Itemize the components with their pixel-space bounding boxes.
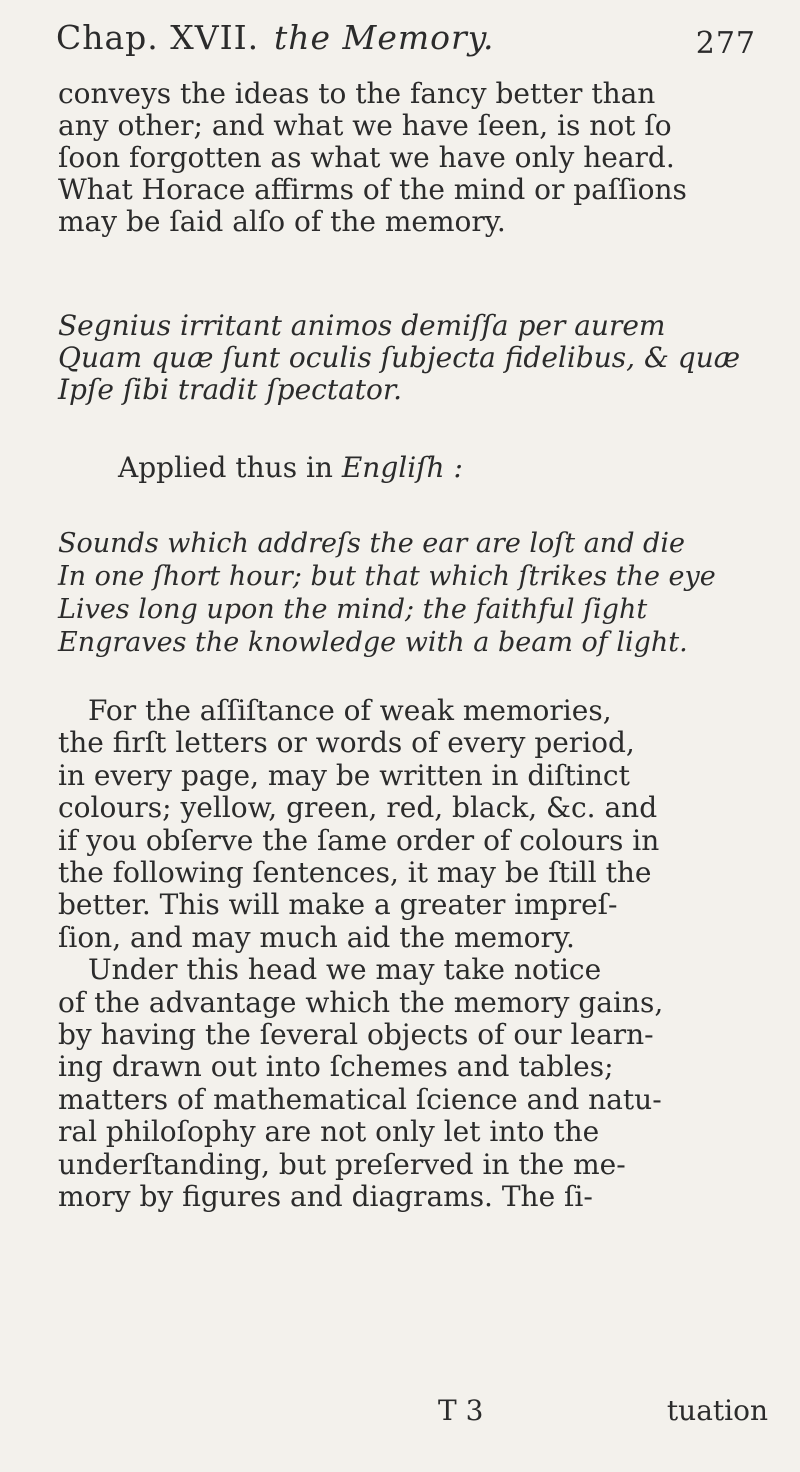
paragraph-2 — [58, 695, 768, 1214]
text-line: may be ſaid alſo of the memory. — [58, 205, 506, 238]
page-number: 277 — [695, 26, 756, 61]
text-line: Under this head we may take notice — [88, 953, 602, 987]
text-line: What Horace affirms of the mind or paſſions — [58, 173, 687, 206]
text-line: underſtanding, but preſerved in the me- — [58, 1147, 626, 1181]
text-line: For the aſſiſtance of weak memories, — [88, 694, 612, 727]
text-line: if you obſerve the ſame order of colours in — [58, 823, 660, 857]
english-verse — [58, 527, 778, 659]
running-header — [56, 6, 756, 66]
verse-line: In one ſhort hour; but that which ſtrikes the eye — [58, 561, 716, 592]
text-line: ing drawn out into ſchemes and tables; — [58, 1050, 614, 1084]
latin-verse — [58, 310, 758, 406]
running-title: the Memory. — [274, 18, 495, 57]
text-line: the following ſentences, it may be ſtill the — [58, 856, 652, 890]
text-line: ſoon forgotten as what we have only heard. — [58, 141, 675, 174]
text-line: better. This will make a greater impreſ- — [58, 888, 618, 922]
text-line: matters of mathematical ſcience and natu- — [58, 1082, 662, 1116]
page-footer — [58, 1394, 768, 1434]
text-line: in every page, may be written in diſtinct — [58, 758, 630, 792]
verse-line: Ipſe ſibi tradit ſpectator. — [58, 373, 403, 406]
catchword: tuation — [666, 1394, 768, 1427]
text-line: by having the ſeveral objects of our learn- — [58, 1018, 654, 1052]
verse-line: Segnius irritant animos demiſſa per aurem — [58, 309, 666, 342]
text-line: mory by figures and diagrams. The ſi- — [58, 1180, 593, 1214]
verse-line: Quam quæ ſunt oculis ſubjecta fidelibus, & quæ — [58, 341, 741, 374]
verse-line: Engraves the knowledge with a beam of light. — [58, 627, 688, 658]
text-line: of the advantage which the memory gains, — [58, 985, 664, 1019]
paragraph-1 — [58, 78, 758, 238]
chapter-label: Chap. XVII. — [56, 18, 260, 57]
text-line: the firſt letters or words of every period, — [58, 726, 635, 760]
language-name: Engliſh : — [341, 451, 463, 484]
text-line: ſion, and may much aid the memory. — [58, 920, 575, 954]
applied-line — [118, 452, 718, 484]
signature-mark: T 3 — [438, 1394, 484, 1427]
text-line: ral philoſophy are not only let into the — [58, 1115, 600, 1149]
verse-line: Sounds which addreſs the ear are loſt and die — [58, 528, 685, 559]
verse-line: Lives long upon the mind; the faithful ſight — [58, 594, 648, 625]
text-line: colours; yellow, green, red, black, &c. and — [58, 791, 658, 825]
text-line: any other; and what we have ſeen, is not ſo — [58, 109, 672, 142]
applied-text: Applied thus in — [118, 451, 333, 484]
text-line: conveys the ideas to the fancy better than — [58, 77, 656, 110]
